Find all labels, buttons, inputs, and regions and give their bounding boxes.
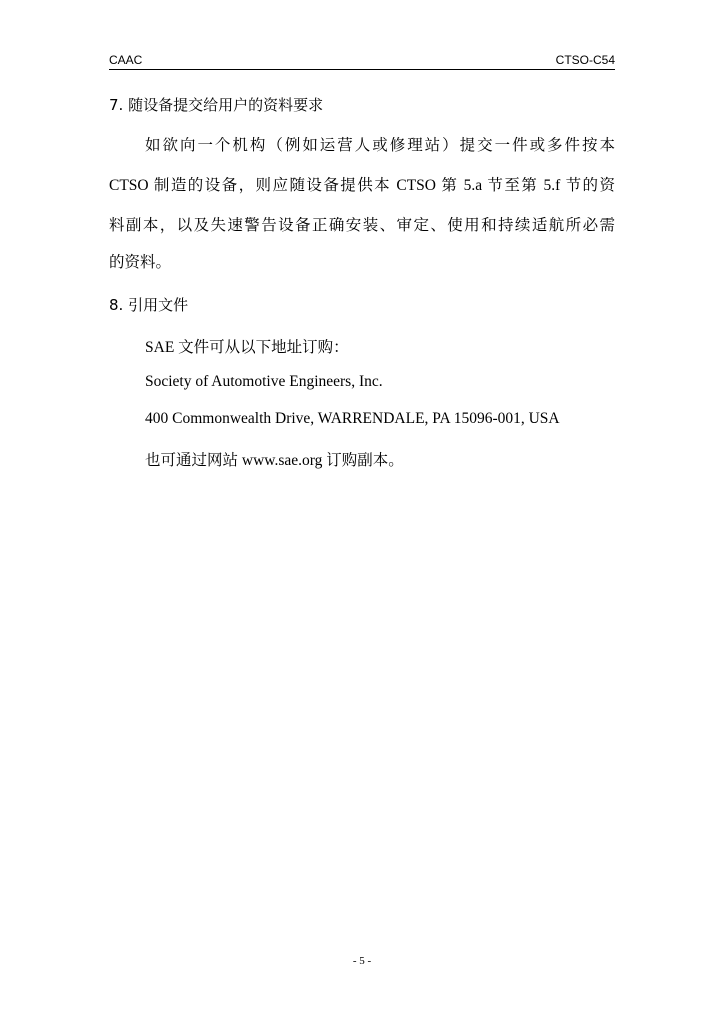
header-document-id: CTSO-C54 — [555, 53, 615, 67]
section-7-heading: 7. 随设备提交给用户的资料要求 — [109, 96, 324, 114]
section-8-line-2: Society of Automotive Engineers, Inc. — [145, 373, 383, 390]
section-8-line-3: 400 Commonwealth Drive, WARRENDALE, PA 15096-001, USA — [145, 410, 560, 427]
page-number: - 5 - — [352, 955, 372, 967]
section-7-line-4: 的资料。 — [109, 254, 172, 271]
section-8-line-4: 也可通过网站 www.sae.org 订购副本。 — [145, 452, 404, 469]
section-8-line-1: SAE 文件可从以下地址订购： — [145, 339, 349, 356]
header-divider — [109, 69, 615, 70]
section-8-heading: 8. 引用文件 — [109, 296, 189, 314]
header-organization: CAAC — [109, 53, 143, 67]
section-7-line-1: 如欲向一个机构（例如运营人或修理站）提交一件或多件按本 — [145, 137, 615, 154]
section-7-line-3: 料副本，以及失速警告设备正确安装、审定、使用和持续适航所必需 — [109, 217, 615, 234]
section-7-line-2: CTSO 制造的设备，则应随设备提供本 CTSO 第 5.a 节至第 5.f 节的资 — [109, 177, 615, 194]
